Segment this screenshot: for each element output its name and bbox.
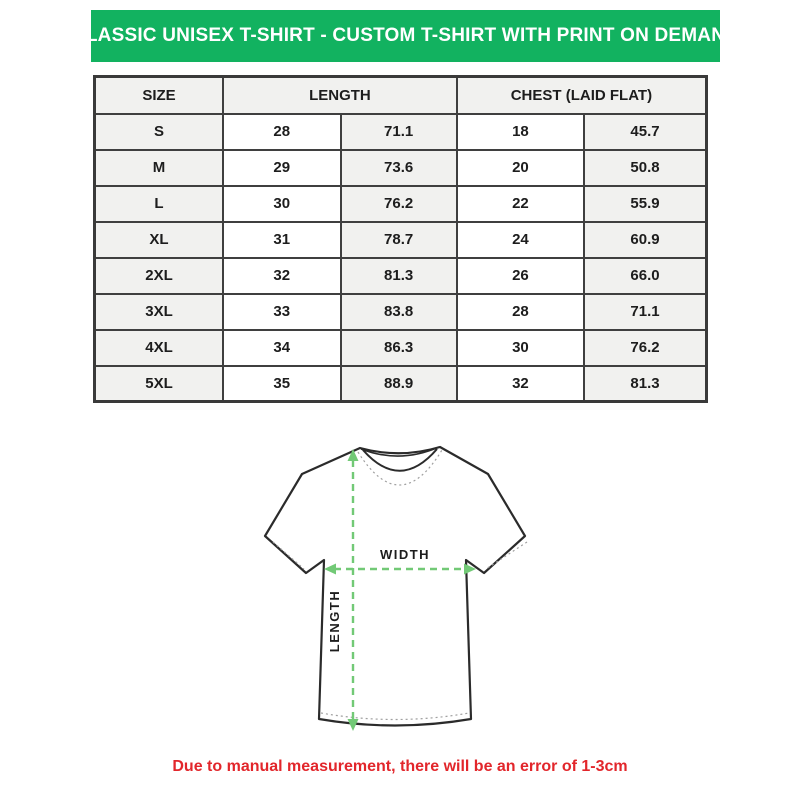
length-cm-cell: 71.1 [341, 114, 457, 150]
chest-in-cell: 30 [457, 330, 584, 366]
measurement-note: Due to manual measurement, there will be an error of 1-3cm [172, 758, 628, 775]
length-in-cell: 34 [223, 330, 341, 366]
length-cm-cell: 81.3 [341, 258, 457, 294]
chest-cm-cell: 50.8 [584, 150, 706, 186]
size-cell: S [95, 114, 224, 150]
header-length: LENGTH [223, 77, 457, 114]
length-cm-cell: 88.9 [341, 366, 457, 402]
length-label: LENGTH [327, 589, 342, 653]
size-cell: 2XL [95, 258, 224, 294]
table-row [95, 222, 707, 258]
chest-in-cell: 26 [457, 258, 584, 294]
table-row [95, 366, 707, 402]
length-in-cell: 29 [223, 150, 341, 186]
tshirt-diagram [240, 430, 560, 750]
header-size: SIZE [95, 77, 224, 114]
size-cell: 4XL [95, 330, 224, 366]
length-cm-cell: 86.3 [341, 330, 457, 366]
length-in-cell: 28 [223, 114, 341, 150]
table-row [95, 330, 707, 366]
length-cm-cell: 78.7 [341, 222, 457, 258]
length-cm-cell: 73.6 [341, 150, 457, 186]
chest-cm-cell: 45.7 [584, 114, 706, 150]
length-cm-cell: 76.2 [341, 186, 457, 222]
chest-cm-cell: 81.3 [584, 366, 706, 402]
page-title: CLASSIC UNISEX T-SHIRT - CUSTOM T-SHIRT WITH PRINT ON DEMAND [71, 25, 740, 46]
length-in-cell: 35 [223, 366, 341, 402]
table-row [95, 294, 707, 330]
length-in-cell: 33 [223, 294, 341, 330]
chest-cm-cell: 76.2 [584, 330, 706, 366]
chest-in-cell: 32 [457, 366, 584, 402]
length-in-cell: 32 [223, 258, 341, 294]
length-cm-cell: 83.8 [341, 294, 457, 330]
chest-cm-cell: 71.1 [584, 294, 706, 330]
size-cell: L [95, 186, 224, 222]
chest-in-cell: 20 [457, 150, 584, 186]
chest-cm-cell: 60.9 [584, 222, 706, 258]
width-label: WIDTH [379, 547, 431, 562]
tshirt-outline [265, 447, 527, 726]
table-header-row [95, 77, 707, 114]
size-cell: XL [95, 222, 224, 258]
chest-cm-cell: 66.0 [584, 258, 706, 294]
chest-in-cell: 28 [457, 294, 584, 330]
table-row [95, 114, 707, 150]
size-cell: 3XL [95, 294, 224, 330]
chest-in-cell: 24 [457, 222, 584, 258]
length-in-cell: 30 [223, 186, 341, 222]
title-banner [71, 10, 740, 62]
header-chest: CHEST (LAID FLAT) [457, 77, 707, 114]
chest-in-cell: 22 [457, 186, 584, 222]
size-table [93, 75, 708, 403]
table-row [95, 258, 707, 294]
size-cell: 5XL [95, 366, 224, 402]
length-in-cell: 31 [223, 222, 341, 258]
table-row [95, 186, 707, 222]
chest-cm-cell: 55.9 [584, 186, 706, 222]
size-cell: M [95, 150, 224, 186]
table-row [95, 150, 707, 186]
chest-in-cell: 18 [457, 114, 584, 150]
